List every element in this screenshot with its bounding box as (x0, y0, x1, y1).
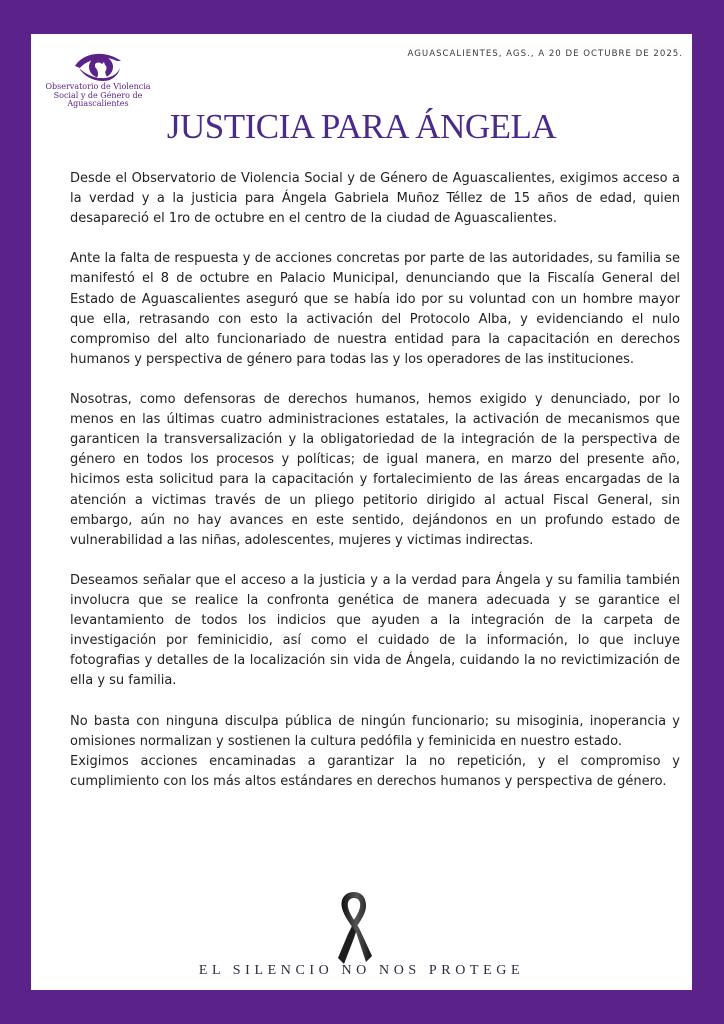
letter-page (31, 34, 692, 990)
paragraph-6: Exigimos acciones encaminadas a garantizar la no repetición, y el compromiso y cumplimiento con los más altos estándares en derechos humanos y perspectiva de género. (70, 753, 680, 789)
date-line: AGUASCALIENTES, AGS., A 20 DE OCTUBRE DE 2025. (407, 49, 683, 59)
paragraph-1: Desde el Observatorio de Violencia Social y de Género de Aguascalientes, exigimos acceso a la verdad y a la justicia para Ángela Gabriela Muñoz Téllez de 15 años de edad, quien desapareció el 1ro de octubre en el centro de la ciudad de Aguascalientes. (70, 171, 680, 227)
observatorio-logo (43, 52, 153, 109)
paragraph-3: Nosotras, como defensoras de derechos humanos, hemos exigido y denunciado, por lo menos en las últimas cuatro administraciones estatales, la activación de mecanismos que garanticen la transversalización y la obligatoriedad de la integración de la perspectiva de género en todos los procesos y políticas; de igual manera, en marzo del presente año, hicimos esta solicitud para la capacitación y fortalecimiento de las áreas encargadas de la atención a victimas través de un pliego petitorio dirigido al actual Fiscal General, sin embargo, aún no hay avances en este sentido, dejándonos en un profundo estado de vulnerabilidad a las niñas, adolescentes, mujeres y victimas indirectas. (70, 392, 680, 548)
letter-body (70, 169, 680, 792)
paragraph-2: Ante la falta de respuesta y de acciones concretas por parte de las autoridades, su familia se manifestó el 8 de octubre en Palacio Municipal, denunciando que la Fiscalía General del Estado de Aguascalientes aseguró que se había ido por su voluntad con un hombre mayor que ella, retrasando con esto la activación del Protocolo Alba, y evidenciando el nulo compromiso del alto funcionariado de nuestra entidad para la capacitación en derechos humanos y perspectiva de género para todas las y los operadores de las instituciones. (70, 251, 680, 367)
paragraph-5: No basta con ninguna disculpa pública de ningún funcionario; su misoginia, inoperancia y omisiones normalizan y sostienen la cultura pedófila y feminicida en nuestro estado. (70, 713, 680, 749)
paragraph-4: Deseamos señalar que el acceso a la justicia y a la verdad para Ángela y su familia también involucra que se realice la confronta genética de manera adecuada y se garantice el levantamiento de todos los indicios que ayuden a la integración de la carpeta de investigación por feminicidio, así como el cuidado de la información, lo que incluye fotografias y detalles de la localización sin vida de Ángela, cuidando la no revictimización de ella y su familia. (70, 572, 680, 689)
page-title: JUSTICIA PARA ÁNGELA (166, 107, 557, 146)
black-ribbon-icon (336, 890, 372, 965)
logo-text: Observatorio de Violencia Social y de Género de Aguascalientes (45, 82, 151, 108)
footer-motto: EL SILENCIO NO NOS PROTEGE (198, 963, 525, 978)
eye-logo-icon (73, 52, 123, 82)
